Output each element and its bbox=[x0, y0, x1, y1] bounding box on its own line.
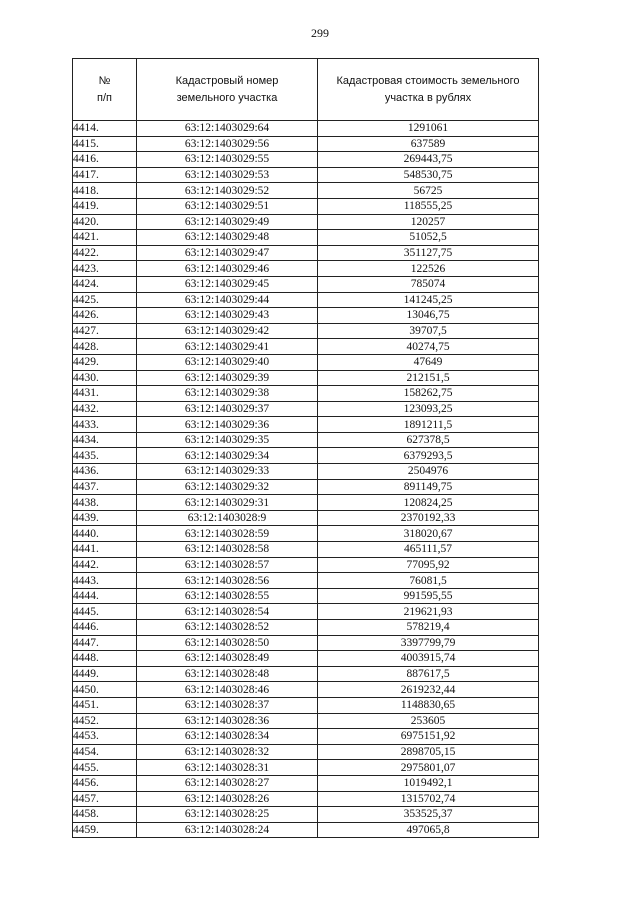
cadastral-value: 627378,5 bbox=[318, 432, 539, 448]
cadastral-value: 2619232,44 bbox=[318, 682, 539, 698]
row-number: 4427. bbox=[73, 323, 137, 339]
cadastral-number: 63:12:1403029:56 bbox=[137, 136, 318, 152]
table-row bbox=[73, 276, 539, 292]
table-row bbox=[73, 354, 539, 370]
cadastral-value: 891149,75 bbox=[318, 479, 539, 495]
cadastral-value: 253605 bbox=[318, 713, 539, 729]
table-row bbox=[73, 230, 539, 246]
row-number: 4439. bbox=[73, 510, 137, 526]
cadastral-value: 2975801,07 bbox=[318, 760, 539, 776]
table-row bbox=[73, 495, 539, 511]
cadastral-number: 63:12:1403028:36 bbox=[137, 713, 318, 729]
cadastral-number: 63:12:1403029:49 bbox=[137, 214, 318, 230]
row-number: 4420. bbox=[73, 214, 137, 230]
cadastral-value: 120824,25 bbox=[318, 495, 539, 511]
cadastral-number: 63:12:1403028:25 bbox=[137, 807, 318, 823]
cadastral-value: 40274,75 bbox=[318, 339, 539, 355]
row-number: 4457. bbox=[73, 791, 137, 807]
cadastral-number: 63:12:1403028:50 bbox=[137, 635, 318, 651]
cadastral-value: 887617,5 bbox=[318, 666, 539, 682]
table-row bbox=[73, 775, 539, 791]
cadastral-number: 63:12:1403029:43 bbox=[137, 308, 318, 324]
row-number: 4440. bbox=[73, 526, 137, 542]
row-number: 4426. bbox=[73, 308, 137, 324]
row-number: 4446. bbox=[73, 620, 137, 636]
cadastral-number: 63:12:1403028:54 bbox=[137, 604, 318, 620]
cadastral-value: 3397799,79 bbox=[318, 635, 539, 651]
cadastral-number: 63:12:1403028:46 bbox=[137, 682, 318, 698]
row-number: 4447. bbox=[73, 635, 137, 651]
cadastral-number: 63:12:1403028:55 bbox=[137, 588, 318, 604]
cadastral-number: 63:12:1403029:44 bbox=[137, 292, 318, 308]
cadastral-number: 63:12:1403028:48 bbox=[137, 666, 318, 682]
row-number: 4453. bbox=[73, 729, 137, 745]
row-number: 4429. bbox=[73, 354, 137, 370]
cadastral-value: 212151,5 bbox=[318, 370, 539, 386]
cadastral-number: 63:12:1403029:48 bbox=[137, 230, 318, 246]
row-number: 4423. bbox=[73, 261, 137, 277]
table-row bbox=[73, 448, 539, 464]
cadastral-value: 118555,25 bbox=[318, 198, 539, 214]
cadastral-number: 63:12:1403029:33 bbox=[137, 464, 318, 480]
cadastral-number: 63:12:1403028:59 bbox=[137, 526, 318, 542]
row-number: 4441. bbox=[73, 542, 137, 558]
row-number: 4438. bbox=[73, 495, 137, 511]
row-number: 4442. bbox=[73, 557, 137, 573]
header-cadastral-value: Кадастровая стоимость земельного участка в рублях bbox=[318, 59, 539, 121]
cadastral-number: 63:12:1403028:27 bbox=[137, 775, 318, 791]
cadastral-value: 6975151,92 bbox=[318, 729, 539, 745]
cadastral-number: 63:12:1403028:32 bbox=[137, 744, 318, 760]
cadastral-value: 548530,75 bbox=[318, 167, 539, 183]
row-number: 4448. bbox=[73, 651, 137, 667]
table-row bbox=[73, 620, 539, 636]
cadastral-value: 2370192,33 bbox=[318, 510, 539, 526]
row-number: 4444. bbox=[73, 588, 137, 604]
table-row bbox=[73, 432, 539, 448]
table-row bbox=[73, 526, 539, 542]
cadastral-number: 63:12:1403029:64 bbox=[137, 121, 318, 137]
cadastral-number: 63:12:1403029:37 bbox=[137, 401, 318, 417]
row-number: 4428. bbox=[73, 339, 137, 355]
table-row bbox=[73, 401, 539, 417]
table-row bbox=[73, 214, 539, 230]
page-number: 299 bbox=[311, 26, 329, 40]
row-number: 4415. bbox=[73, 136, 137, 152]
cadastral-value: 13046,75 bbox=[318, 308, 539, 324]
cadastral-value: 6379293,5 bbox=[318, 448, 539, 464]
table-row bbox=[73, 370, 539, 386]
table-row bbox=[73, 651, 539, 667]
cadastral-number: 63:12:1403029:52 bbox=[137, 183, 318, 199]
cadastral-value: 76081,5 bbox=[318, 573, 539, 589]
cadastral-number: 63:12:1403029:36 bbox=[137, 417, 318, 433]
cadastral-value: 351127,75 bbox=[318, 245, 539, 261]
table-row bbox=[73, 339, 539, 355]
table-row bbox=[73, 121, 539, 137]
cadastral-value: 2504976 bbox=[318, 464, 539, 480]
row-number: 4456. bbox=[73, 775, 137, 791]
row-number: 4436. bbox=[73, 464, 137, 480]
row-number: 4416. bbox=[73, 152, 137, 168]
table-row bbox=[73, 464, 539, 480]
row-number: 4421. bbox=[73, 230, 137, 246]
cadastral-number: 63:12:1403028:34 bbox=[137, 729, 318, 745]
cadastral-value: 122526 bbox=[318, 261, 539, 277]
row-number: 4449. bbox=[73, 666, 137, 682]
cadastral-value: 318020,67 bbox=[318, 526, 539, 542]
row-number: 4419. bbox=[73, 198, 137, 214]
table-row bbox=[73, 323, 539, 339]
header-cadastral-number: Кадастровый номер земельного участка bbox=[137, 59, 318, 121]
cadastral-number: 63:12:1403028:52 bbox=[137, 620, 318, 636]
cadastral-number: 63:12:1403029:35 bbox=[137, 432, 318, 448]
cadastral-number: 63:12:1403029:34 bbox=[137, 448, 318, 464]
cadastral-number: 63:12:1403029:40 bbox=[137, 354, 318, 370]
header-num: № п/п bbox=[73, 59, 137, 121]
table-row bbox=[73, 167, 539, 183]
cadastral-value: 785074 bbox=[318, 276, 539, 292]
table-row bbox=[73, 510, 539, 526]
table-row bbox=[73, 479, 539, 495]
row-number: 4431. bbox=[73, 386, 137, 402]
table-row bbox=[73, 417, 539, 433]
cadastral-number: 63:12:1403029:39 bbox=[137, 370, 318, 386]
cadastral-value: 123093,25 bbox=[318, 401, 539, 417]
cadastral-number: 63:12:1403029:41 bbox=[137, 339, 318, 355]
table-row bbox=[73, 791, 539, 807]
table-row bbox=[73, 245, 539, 261]
cadastral-value: 141245,25 bbox=[318, 292, 539, 308]
cadastral-value: 39707,5 bbox=[318, 323, 539, 339]
cadastral-value: 1315702,74 bbox=[318, 791, 539, 807]
cadastral-number: 63:12:1403029:47 bbox=[137, 245, 318, 261]
table-row bbox=[73, 729, 539, 745]
table-row bbox=[73, 807, 539, 823]
row-number: 4430. bbox=[73, 370, 137, 386]
cadastral-number: 63:12:1403029:53 bbox=[137, 167, 318, 183]
table-row bbox=[73, 557, 539, 573]
table-row bbox=[73, 697, 539, 713]
cadastral-value: 497065,8 bbox=[318, 822, 539, 838]
cadastral-value: 578219,4 bbox=[318, 620, 539, 636]
cadastral-value: 1019492,1 bbox=[318, 775, 539, 791]
cadastral-number: 63:12:1403029:32 bbox=[137, 479, 318, 495]
row-number: 4443. bbox=[73, 573, 137, 589]
cadastral-number: 63:12:1403028:26 bbox=[137, 791, 318, 807]
cadastral-value: 269443,75 bbox=[318, 152, 539, 168]
table-row bbox=[73, 386, 539, 402]
row-number: 4452. bbox=[73, 713, 137, 729]
row-number: 4445. bbox=[73, 604, 137, 620]
cadastral-value: 47649 bbox=[318, 354, 539, 370]
table-row bbox=[73, 198, 539, 214]
table-row bbox=[73, 542, 539, 558]
cadastral-number: 63:12:1403028:37 bbox=[137, 697, 318, 713]
cadastral-value: 219621,93 bbox=[318, 604, 539, 620]
cadastral-number: 63:12:1403028:24 bbox=[137, 822, 318, 838]
row-number: 4432. bbox=[73, 401, 137, 417]
table-row bbox=[73, 183, 539, 199]
row-number: 4455. bbox=[73, 760, 137, 776]
cadastral-number: 63:12:1403028:57 bbox=[137, 557, 318, 573]
row-number: 4434. bbox=[73, 432, 137, 448]
row-number: 4417. bbox=[73, 167, 137, 183]
table-row bbox=[73, 573, 539, 589]
table-header-row bbox=[73, 59, 539, 121]
cadastral-value: 1291061 bbox=[318, 121, 539, 137]
cadastral-value: 1891211,5 bbox=[318, 417, 539, 433]
row-number: 4437. bbox=[73, 479, 137, 495]
table-row bbox=[73, 152, 539, 168]
cadastral-number: 63:12:1403028:49 bbox=[137, 651, 318, 667]
table-row bbox=[73, 136, 539, 152]
cadastral-number: 63:12:1403028:9 bbox=[137, 510, 318, 526]
row-number: 4451. bbox=[73, 697, 137, 713]
cadastral-number: 63:12:1403029:46 bbox=[137, 261, 318, 277]
table-row bbox=[73, 292, 539, 308]
cadastral-number: 63:12:1403029:55 bbox=[137, 152, 318, 168]
cadastral-value: 637589 bbox=[318, 136, 539, 152]
row-number: 4425. bbox=[73, 292, 137, 308]
cadastral-value: 158262,75 bbox=[318, 386, 539, 402]
cadastral-value: 2898705,15 bbox=[318, 744, 539, 760]
cadastral-number: 63:12:1403029:45 bbox=[137, 276, 318, 292]
cadastral-number: 63:12:1403028:56 bbox=[137, 573, 318, 589]
cadastral-value: 465111,57 bbox=[318, 542, 539, 558]
row-number: 4450. bbox=[73, 682, 137, 698]
row-number: 4459. bbox=[73, 822, 137, 838]
row-number: 4418. bbox=[73, 183, 137, 199]
row-number: 4422. bbox=[73, 245, 137, 261]
table-row bbox=[73, 744, 539, 760]
table-row bbox=[73, 308, 539, 324]
row-number: 4458. bbox=[73, 807, 137, 823]
cadastral-number: 63:12:1403029:42 bbox=[137, 323, 318, 339]
cadastral-number: 63:12:1403029:31 bbox=[137, 495, 318, 511]
cadastral-value: 77095,92 bbox=[318, 557, 539, 573]
table-row bbox=[73, 261, 539, 277]
row-number: 4414. bbox=[73, 121, 137, 137]
cadastral-value: 56725 bbox=[318, 183, 539, 199]
row-number: 4435. bbox=[73, 448, 137, 464]
row-number: 4424. bbox=[73, 276, 137, 292]
table-row bbox=[73, 822, 539, 838]
cadastral-value: 4003915,74 bbox=[318, 651, 539, 667]
table-row bbox=[73, 588, 539, 604]
cadastral-value: 1148830,65 bbox=[318, 697, 539, 713]
table-row bbox=[73, 760, 539, 776]
cadastral-value: 120257 bbox=[318, 214, 539, 230]
cadastral-table bbox=[72, 58, 539, 838]
table-row bbox=[73, 713, 539, 729]
cadastral-number: 63:12:1403029:51 bbox=[137, 198, 318, 214]
row-number: 4454. bbox=[73, 744, 137, 760]
cadastral-value: 353525,37 bbox=[318, 807, 539, 823]
table-row bbox=[73, 635, 539, 651]
cadastral-number: 63:12:1403028:31 bbox=[137, 760, 318, 776]
table-row bbox=[73, 682, 539, 698]
row-number: 4433. bbox=[73, 417, 137, 433]
cadastral-number: 63:12:1403028:58 bbox=[137, 542, 318, 558]
cadastral-value: 991595,55 bbox=[318, 588, 539, 604]
cadastral-number: 63:12:1403029:38 bbox=[137, 386, 318, 402]
table-row bbox=[73, 604, 539, 620]
cadastral-value: 51052,5 bbox=[318, 230, 539, 246]
table-row bbox=[73, 666, 539, 682]
